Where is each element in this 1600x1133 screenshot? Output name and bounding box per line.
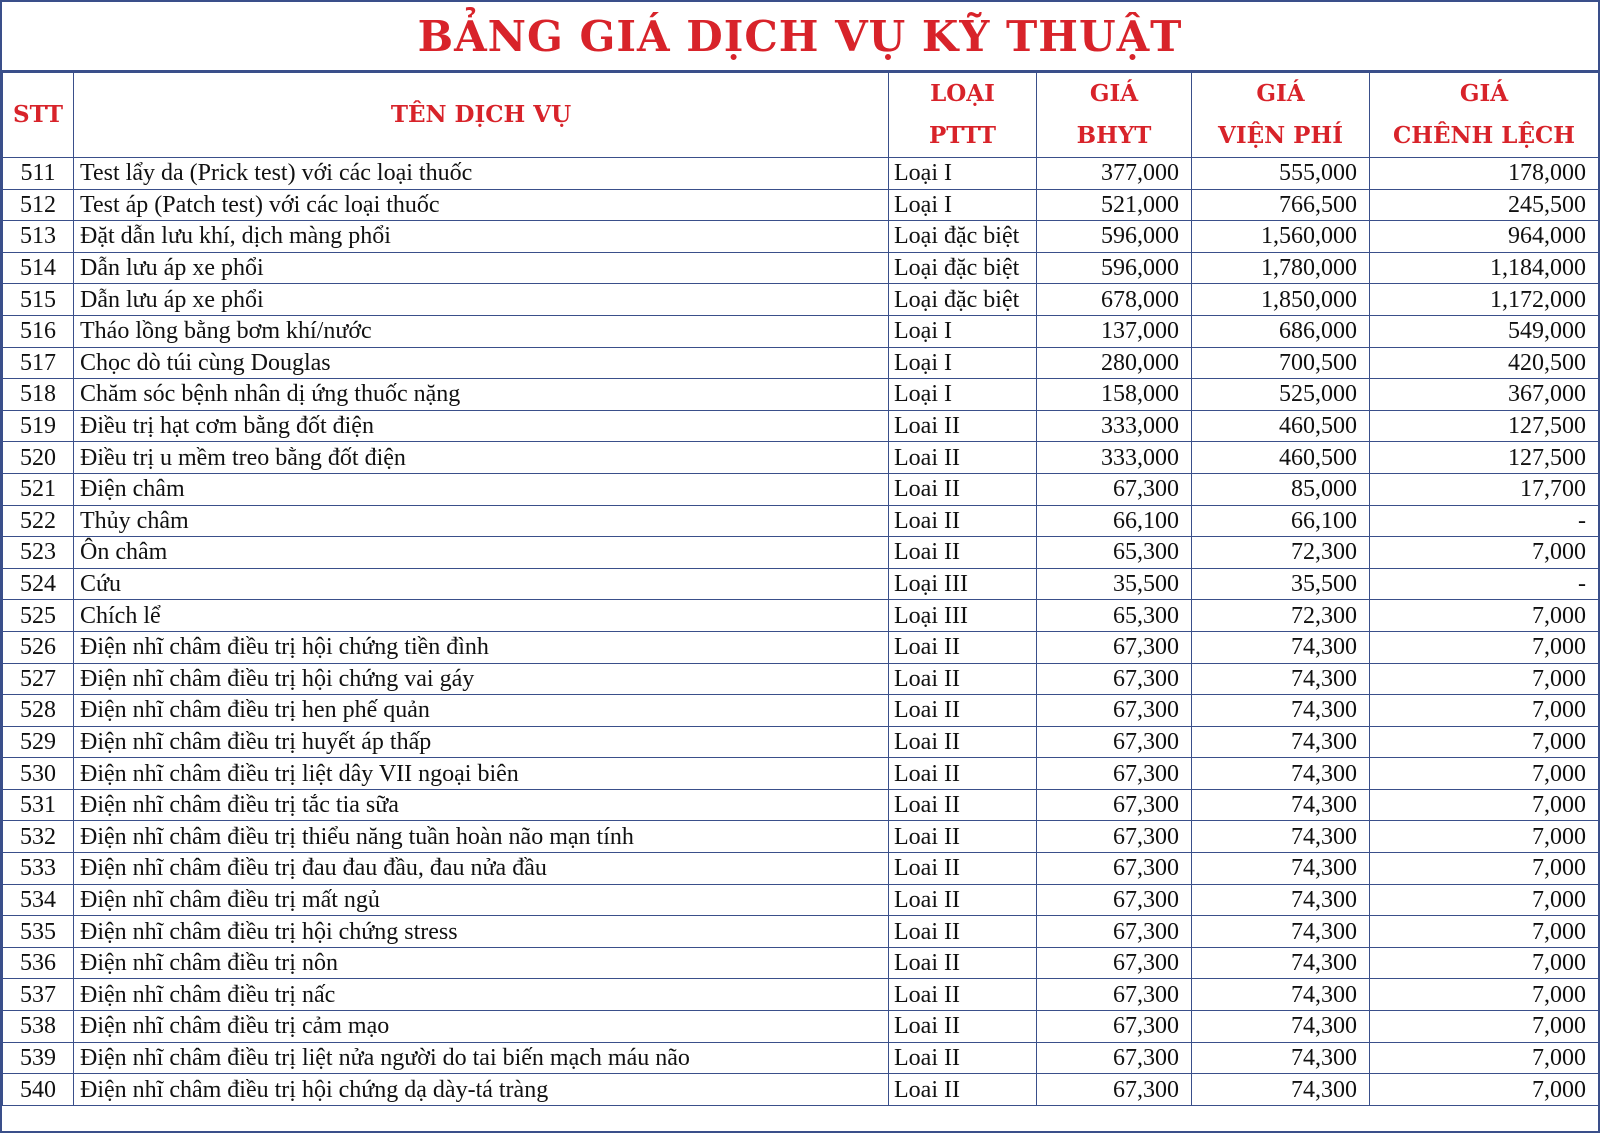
table-body <box>3 158 1599 1106</box>
cell-price-bhyt: 67,300 <box>1037 726 1192 758</box>
cell-pttt-type: Loại III <box>889 600 1037 632</box>
cell-price-bhyt: 67,300 <box>1037 789 1192 821</box>
table-row <box>3 189 1599 221</box>
price-table <box>2 72 1599 1106</box>
cell-price-vienphi: 74,300 <box>1192 979 1370 1011</box>
cell-pttt-type: Loai II <box>889 853 1037 885</box>
cell-price-vienphi: 74,300 <box>1192 1074 1370 1106</box>
table-row <box>3 473 1599 505</box>
cell-price-chenhlech: 7,000 <box>1370 947 1599 979</box>
cell-price-chenhlech: 7,000 <box>1370 758 1599 790</box>
cell-price-bhyt: 67,300 <box>1037 979 1192 1011</box>
header-stt <box>3 73 74 158</box>
cell-stt: 534 <box>3 884 74 916</box>
cell-stt: 522 <box>3 505 74 537</box>
cell-stt: 515 <box>3 284 74 316</box>
cell-price-vienphi: 74,300 <box>1192 947 1370 979</box>
cell-pttt-type: Loai II <box>889 789 1037 821</box>
cell-pttt-type: Loai II <box>889 947 1037 979</box>
cell-pttt-type: Loại I <box>889 158 1037 190</box>
cell-service-name: Điện nhĩ châm điều trị liệt dây VII ngoại biên <box>74 758 889 790</box>
table-row <box>3 158 1599 190</box>
cell-price-bhyt: 67,300 <box>1037 916 1192 948</box>
cell-pttt-type: Loai II <box>889 884 1037 916</box>
cell-price-chenhlech: 7,000 <box>1370 821 1599 853</box>
cell-stt: 525 <box>3 600 74 632</box>
cell-price-vienphi: 74,300 <box>1192 726 1370 758</box>
cell-stt: 536 <box>3 947 74 979</box>
header-bhyt-line2: BHYT <box>1076 122 1152 149</box>
table-row <box>3 821 1599 853</box>
cell-price-vienphi: 74,300 <box>1192 853 1370 885</box>
cell-price-vienphi: 74,300 <box>1192 821 1370 853</box>
cell-service-name: Điện nhĩ châm điều trị hội chứng vai gáy <box>74 663 889 695</box>
cell-price-chenhlech: 549,000 <box>1370 315 1599 347</box>
cell-price-bhyt: 333,000 <box>1037 410 1192 442</box>
cell-price-bhyt: 65,300 <box>1037 600 1192 632</box>
cell-stt: 538 <box>3 1011 74 1043</box>
cell-price-bhyt: 67,300 <box>1037 758 1192 790</box>
cell-stt: 535 <box>3 916 74 948</box>
cell-price-vienphi: 35,500 <box>1192 568 1370 600</box>
table-row <box>3 1074 1599 1106</box>
cell-service-name: Chọc dò túi cùng Douglas <box>74 347 889 379</box>
table-row <box>3 379 1599 411</box>
cell-pttt-type: Loai II <box>889 473 1037 505</box>
cell-price-vienphi: 74,300 <box>1192 758 1370 790</box>
cell-price-bhyt: 678,000 <box>1037 284 1192 316</box>
cell-price-vienphi: 72,300 <box>1192 537 1370 569</box>
cell-pttt-type: Loại đặc biệt <box>889 284 1037 316</box>
cell-stt: 516 <box>3 315 74 347</box>
cell-price-bhyt: 67,300 <box>1037 1074 1192 1106</box>
title-bar <box>2 2 1598 72</box>
cell-pttt-type: Loai II <box>889 821 1037 853</box>
cell-price-vienphi: 74,300 <box>1192 631 1370 663</box>
cell-stt: 531 <box>3 789 74 821</box>
cell-pttt-type: Loai II <box>889 631 1037 663</box>
cell-pttt-type: Loại III <box>889 568 1037 600</box>
cell-stt: 537 <box>3 979 74 1011</box>
header-bhyt <box>1037 73 1192 158</box>
cell-service-name: Dẫn lưu áp xe phổi <box>74 284 889 316</box>
cell-service-name: Điện nhĩ châm điều trị nôn <box>74 947 889 979</box>
cell-price-chenhlech: 7,000 <box>1370 1011 1599 1043</box>
table-row <box>3 726 1599 758</box>
table-row <box>3 1011 1599 1043</box>
cell-service-name: Điện nhĩ châm điều trị hội chứng dạ dày-tá tràng <box>74 1074 889 1106</box>
cell-service-name: Điện nhĩ châm điều trị cảm mạo <box>74 1011 889 1043</box>
cell-price-vienphi: 1,560,000 <box>1192 221 1370 253</box>
cell-price-chenhlech: 964,000 <box>1370 221 1599 253</box>
header-vienphi-line2: VIỆN PHÍ <box>1218 122 1343 149</box>
cell-price-vienphi: 74,300 <box>1192 916 1370 948</box>
cell-stt: 511 <box>3 158 74 190</box>
table-row <box>3 315 1599 347</box>
cell-price-vienphi: 525,000 <box>1192 379 1370 411</box>
cell-stt: 528 <box>3 695 74 727</box>
cell-price-vienphi: 74,300 <box>1192 663 1370 695</box>
cell-stt: 527 <box>3 663 74 695</box>
cell-service-name: Cứu <box>74 568 889 600</box>
cell-service-name: Đặt dẫn lưu khí, dịch màng phổi <box>74 221 889 253</box>
header-chenhlech-line1: GIÁ <box>1459 80 1509 107</box>
table-row <box>3 947 1599 979</box>
cell-price-chenhlech: 127,500 <box>1370 410 1599 442</box>
cell-pttt-type: Loai II <box>889 916 1037 948</box>
cell-price-bhyt: 35,500 <box>1037 568 1192 600</box>
cell-stt: 513 <box>3 221 74 253</box>
cell-service-name: Ôn châm <box>74 537 889 569</box>
cell-pttt-type: Loại I <box>889 189 1037 221</box>
cell-pttt-type: Loai II <box>889 695 1037 727</box>
cell-pttt-type: Loai II <box>889 979 1037 1011</box>
cell-price-chenhlech: - <box>1370 568 1599 600</box>
cell-price-chenhlech: 1,184,000 <box>1370 252 1599 284</box>
cell-price-chenhlech: 7,000 <box>1370 1042 1599 1074</box>
cell-stt: 539 <box>3 1042 74 1074</box>
cell-price-chenhlech: 7,000 <box>1370 631 1599 663</box>
cell-service-name: Điều trị u mềm treo bằng đốt điện <box>74 442 889 474</box>
cell-price-chenhlech: - <box>1370 505 1599 537</box>
table-row <box>3 347 1599 379</box>
page-title: BẢNG GIÁ DỊCH VỤ KỸ THUẬT <box>417 11 1183 61</box>
table-row <box>3 252 1599 284</box>
cell-price-bhyt: 137,000 <box>1037 315 1192 347</box>
cell-price-chenhlech: 7,000 <box>1370 1074 1599 1106</box>
cell-price-bhyt: 333,000 <box>1037 442 1192 474</box>
cell-price-bhyt: 67,300 <box>1037 884 1192 916</box>
table-row <box>3 284 1599 316</box>
cell-pttt-type: Loai II <box>889 1074 1037 1106</box>
cell-price-bhyt: 521,000 <box>1037 189 1192 221</box>
cell-service-name: Tháo lồng bằng bơm khí/nước <box>74 315 889 347</box>
cell-price-bhyt: 280,000 <box>1037 347 1192 379</box>
cell-service-name: Test lẩy da (Prick test) với các loại thuốc <box>74 158 889 190</box>
cell-price-vienphi: 1,780,000 <box>1192 252 1370 284</box>
cell-stt: 526 <box>3 631 74 663</box>
header-bhyt-line1: GIÁ <box>1089 80 1139 107</box>
cell-pttt-type: Loai II <box>889 442 1037 474</box>
cell-price-chenhlech: 7,000 <box>1370 884 1599 916</box>
cell-service-name: Chích lể <box>74 600 889 632</box>
cell-stt: 523 <box>3 537 74 569</box>
cell-price-chenhlech: 7,000 <box>1370 663 1599 695</box>
table-row <box>3 537 1599 569</box>
cell-price-vienphi: 74,300 <box>1192 1042 1370 1074</box>
cell-price-chenhlech: 420,500 <box>1370 347 1599 379</box>
header-vienphi <box>1192 73 1370 158</box>
cell-price-chenhlech: 7,000 <box>1370 916 1599 948</box>
table-row <box>3 631 1599 663</box>
cell-price-vienphi: 74,300 <box>1192 884 1370 916</box>
cell-price-bhyt: 67,300 <box>1037 821 1192 853</box>
cell-stt: 512 <box>3 189 74 221</box>
cell-pttt-type: Loai II <box>889 726 1037 758</box>
cell-service-name: Test áp (Patch test) với các loại thuốc <box>74 189 889 221</box>
cell-price-vienphi: 74,300 <box>1192 789 1370 821</box>
header-type <box>889 73 1037 158</box>
table-row <box>3 568 1599 600</box>
cell-stt: 519 <box>3 410 74 442</box>
cell-pttt-type: Loai II <box>889 758 1037 790</box>
cell-price-vienphi: 72,300 <box>1192 600 1370 632</box>
cell-price-bhyt: 377,000 <box>1037 158 1192 190</box>
cell-pttt-type: Loai II <box>889 663 1037 695</box>
cell-stt: 520 <box>3 442 74 474</box>
cell-price-chenhlech: 178,000 <box>1370 158 1599 190</box>
cell-price-vienphi: 74,300 <box>1192 1011 1370 1043</box>
cell-price-chenhlech: 17,700 <box>1370 473 1599 505</box>
cell-service-name: Điện nhĩ châm điều trị hội chứng stress <box>74 916 889 948</box>
table-row <box>3 979 1599 1011</box>
cell-service-name: Điện nhĩ châm điều trị nấc <box>74 979 889 1011</box>
table-row <box>3 442 1599 474</box>
cell-price-bhyt: 67,300 <box>1037 631 1192 663</box>
cell-price-chenhlech: 7,000 <box>1370 600 1599 632</box>
header-name <box>74 73 889 158</box>
cell-service-name: Điện nhĩ châm điều trị hen phế quản <box>74 695 889 727</box>
table-row <box>3 884 1599 916</box>
cell-price-bhyt: 65,300 <box>1037 537 1192 569</box>
cell-stt: 524 <box>3 568 74 600</box>
cell-service-name: Chăm sóc bệnh nhân dị ứng thuốc nặng <box>74 379 889 411</box>
header-type-line2: PTTT <box>928 122 996 149</box>
cell-service-name: Điện nhĩ châm điều trị hội chứng tiền đình <box>74 631 889 663</box>
cell-price-chenhlech: 7,000 <box>1370 979 1599 1011</box>
header-row <box>3 73 1599 158</box>
cell-price-bhyt: 67,300 <box>1037 1011 1192 1043</box>
cell-price-vienphi: 766,500 <box>1192 189 1370 221</box>
header-stt-label: STT <box>12 101 64 128</box>
cell-pttt-type: Loại đặc biệt <box>889 221 1037 253</box>
header-chenhlech <box>1370 73 1599 158</box>
cell-price-bhyt: 67,300 <box>1037 695 1192 727</box>
cell-price-chenhlech: 7,000 <box>1370 695 1599 727</box>
cell-price-chenhlech: 7,000 <box>1370 537 1599 569</box>
cell-price-vienphi: 1,850,000 <box>1192 284 1370 316</box>
table-row <box>3 600 1599 632</box>
cell-service-name: Điện châm <box>74 473 889 505</box>
table-row <box>3 221 1599 253</box>
cell-service-name: Điện nhĩ châm điều trị đau đau đầu, đau nửa đầu <box>74 853 889 885</box>
table-row <box>3 663 1599 695</box>
cell-service-name: Thủy châm <box>74 505 889 537</box>
cell-pttt-type: Loai II <box>889 505 1037 537</box>
cell-pttt-type: Loai II <box>889 1042 1037 1074</box>
cell-price-bhyt: 596,000 <box>1037 252 1192 284</box>
cell-service-name: Điện nhĩ châm điều trị liệt nửa người do tai biến mạch máu não <box>74 1042 889 1074</box>
cell-service-name: Điện nhĩ châm điều trị mất ngủ <box>74 884 889 916</box>
cell-stt: 540 <box>3 1074 74 1106</box>
cell-price-chenhlech: 7,000 <box>1370 789 1599 821</box>
table-row <box>3 505 1599 537</box>
cell-pttt-type: Loại I <box>889 347 1037 379</box>
cell-price-vienphi: 460,500 <box>1192 410 1370 442</box>
cell-price-vienphi: 700,500 <box>1192 347 1370 379</box>
table-row <box>3 758 1599 790</box>
cell-stt: 521 <box>3 473 74 505</box>
cell-pttt-type: Loại đặc biệt <box>889 252 1037 284</box>
cell-price-bhyt: 66,100 <box>1037 505 1192 537</box>
cell-price-chenhlech: 7,000 <box>1370 726 1599 758</box>
cell-price-chenhlech: 7,000 <box>1370 853 1599 885</box>
cell-price-bhyt: 67,300 <box>1037 1042 1192 1074</box>
cell-stt: 533 <box>3 853 74 885</box>
cell-price-bhyt: 67,300 <box>1037 663 1192 695</box>
cell-price-vienphi: 74,300 <box>1192 695 1370 727</box>
cell-price-chenhlech: 127,500 <box>1370 442 1599 474</box>
cell-service-name: Dẫn lưu áp xe phổi <box>74 252 889 284</box>
cell-pttt-type: Loại I <box>889 379 1037 411</box>
table-row <box>3 853 1599 885</box>
cell-price-chenhlech: 367,000 <box>1370 379 1599 411</box>
cell-price-chenhlech: 245,500 <box>1370 189 1599 221</box>
cell-service-name: Điện nhĩ châm điều trị tắc tia sữa <box>74 789 889 821</box>
cell-pttt-type: Loai II <box>889 1011 1037 1043</box>
cell-price-vienphi: 555,000 <box>1192 158 1370 190</box>
table-row <box>3 1042 1599 1074</box>
table-row <box>3 410 1599 442</box>
cell-stt: 517 <box>3 347 74 379</box>
table-row <box>3 789 1599 821</box>
header-type-line1: LOẠI <box>930 80 995 107</box>
cell-price-bhyt: 596,000 <box>1037 221 1192 253</box>
cell-stt: 518 <box>3 379 74 411</box>
header-chenhlech-line2: CHÊNH LỆCH <box>1392 122 1576 149</box>
table-row <box>3 916 1599 948</box>
cell-stt: 532 <box>3 821 74 853</box>
cell-stt: 514 <box>3 252 74 284</box>
cell-price-bhyt: 158,000 <box>1037 379 1192 411</box>
header-vienphi-line1: GIÁ <box>1256 80 1305 107</box>
cell-pttt-type: Loại I <box>889 315 1037 347</box>
cell-price-bhyt: 67,300 <box>1037 947 1192 979</box>
cell-price-vienphi: 66,100 <box>1192 505 1370 537</box>
cell-service-name: Điện nhĩ châm điều trị huyết áp thấp <box>74 726 889 758</box>
cell-pttt-type: Loai II <box>889 410 1037 442</box>
cell-price-vienphi: 85,000 <box>1192 473 1370 505</box>
cell-service-name: Điều trị hạt cơm bằng đốt điện <box>74 410 889 442</box>
cell-stt: 530 <box>3 758 74 790</box>
cell-price-vienphi: 686,000 <box>1192 315 1370 347</box>
cell-price-bhyt: 67,300 <box>1037 473 1192 505</box>
cell-stt: 529 <box>3 726 74 758</box>
table-row <box>3 695 1599 727</box>
cell-price-chenhlech: 1,172,000 <box>1370 284 1599 316</box>
cell-service-name: Điện nhĩ châm điều trị thiểu năng tuần hoàn não mạn tính <box>74 821 889 853</box>
cell-price-vienphi: 460,500 <box>1192 442 1370 474</box>
cell-pttt-type: Loai II <box>889 537 1037 569</box>
cell-price-bhyt: 67,300 <box>1037 853 1192 885</box>
header-name-label: TÊN DỊCH VỤ <box>390 101 572 128</box>
